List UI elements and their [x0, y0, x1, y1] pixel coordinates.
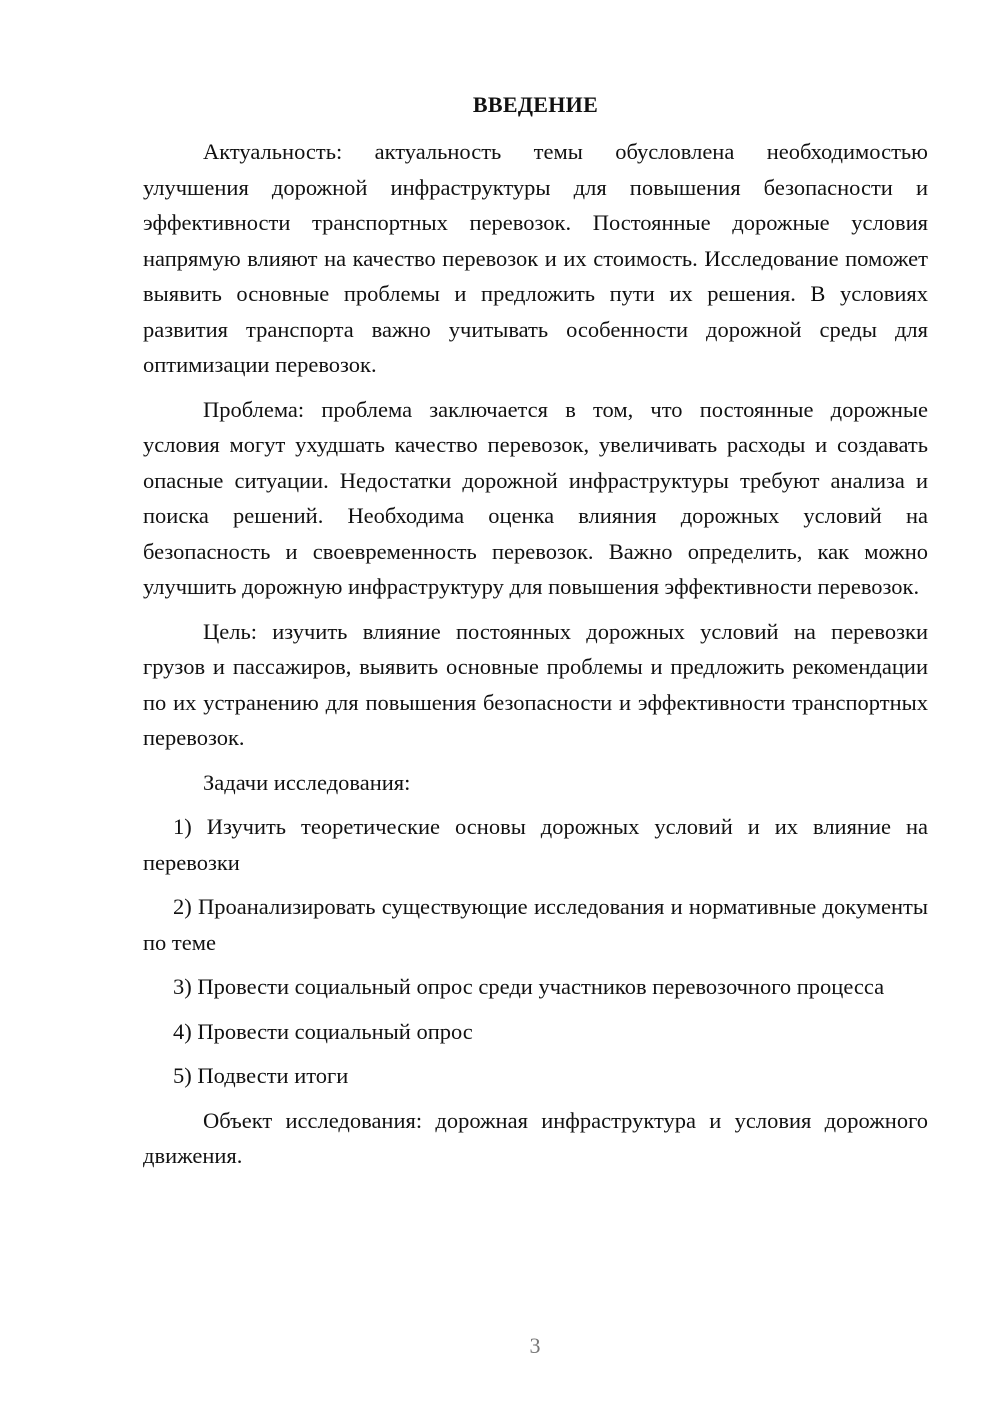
task-item-1: 1) Изучить теоретические основы дорожных условий и их влияние на перевозки: [143, 814, 928, 875]
paragraph-goal: Цель: изучить влияние постоянных дорожных условий на перевозки грузов и пассажиров, выявить основные проблемы и предложить рекомендации по их устранению для повышения безопасности и эффективности транспортных перевозок.: [143, 618, 928, 750]
tasks-list: [143, 809, 928, 1094]
section-title: ВВЕДЕНИЕ: [472, 92, 599, 117]
task-item-3: 3) Провести социальный опрос среди участников перевозочного процесса: [173, 974, 885, 999]
task-item-2: 2) Проанализировать существующие исследования и нормативные документы по теме: [143, 894, 928, 955]
page-number: 3: [529, 1333, 541, 1358]
paragraph-relevance: Актуальность: актуальность темы обусловлена необходимостью улучшения дорожной инфраструктуры для повышения безопасности и эффективности транспортных перевозок. Постоянные дорожные условия напрямую влияют на качество перевозок и их стоимость. Исследование поможет выявить основные проблемы и предложить пути их решения. В условиях развития транспорта важно учитывать особенности дорожной среды для оптимизации перевозок.: [143, 139, 928, 377]
paragraph-object: Объект исследования: дорожная инфраструктура и условия дорожного движения.: [143, 1107, 928, 1168]
task-item-5: 5) Подвести итоги: [173, 1063, 349, 1088]
task-item-4: 4) Провести социальный опрос: [173, 1018, 473, 1044]
document-page: [143, 92, 928, 1183]
paragraph-problem: Проблема: проблема заключается в том, что постоянные дорожные условия могут ухудшать качество перевозок, увеличивать расходы и создавать опасные ситуации. Недостатки дорожной инфраструктуры требуют анализа и поиска решений. Необходима оценка влияния дорожных условий на безопасность и своевременность перевозок. Важно определить, как можно улучшить дорожную инфраструктуру для повышения эффективности перевозок.: [143, 396, 928, 599]
tasks-heading: Задачи исследования:: [203, 769, 411, 795]
